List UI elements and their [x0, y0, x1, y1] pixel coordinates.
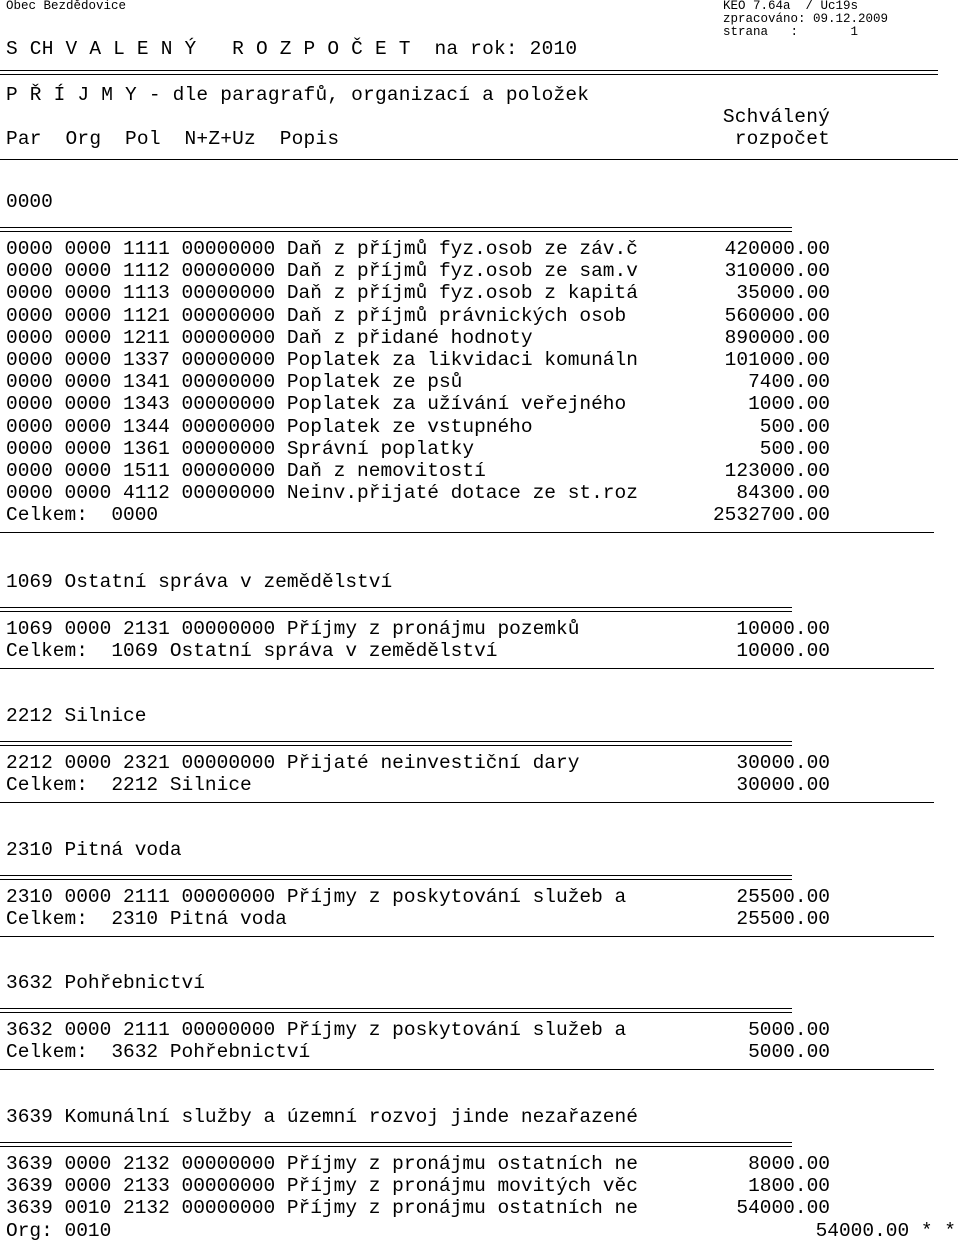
row-amount: 101000.00 — [724, 349, 830, 371]
row-amount: 35000.00 — [736, 282, 830, 305]
section-total-amount: 10000.00 — [736, 640, 830, 663]
header-double-rule — [0, 70, 938, 75]
row-amount: 8000.00 — [748, 1153, 830, 1175]
section-total-label: Celkem: 2310 Pitná voda — [6, 908, 287, 931]
section-title-rule — [0, 875, 792, 880]
section-end-rule — [0, 532, 934, 533]
document-title: S CH V A L E N Ý R O Z P O Č E T na rok: 2010 — [6, 38, 578, 60]
row-amount: 560000.00 — [724, 304, 830, 327]
row-amount: 7400.00 — [748, 371, 830, 394]
section-end-rule — [0, 1069, 934, 1070]
section-end-rule — [0, 802, 934, 803]
section-end-rule — [0, 668, 934, 669]
row-amount: 123000.00 — [724, 460, 830, 482]
row-amount: 500.00 — [759, 437, 830, 460]
table-row: 3639 0010 2132 00000000 Příjmy z pronájmu ostatních ne — [6, 1197, 638, 1220]
section-total-amount: 30000.00 — [736, 774, 830, 797]
table-row: 2212 0000 2321 00000000 Přijaté neinvestiční dary — [6, 752, 580, 774]
table-row: 3639 0000 2132 00000000 Příjmy z pronájmu ostatních ne — [6, 1153, 638, 1175]
section-total-amount: 2532700.00 — [712, 504, 830, 527]
section-total-label: Org: 0010 — [6, 1219, 112, 1242]
row-amount: 30000.00 — [736, 752, 830, 774]
section-title-rule — [0, 1008, 792, 1013]
table-row: 2310 0000 2111 00000000 Příjmy z poskytování služeb a — [6, 886, 627, 908]
budget-label: rozpočet — [734, 128, 830, 150]
row-amount: 1800.00 — [748, 1175, 830, 1198]
organization-name: Obec Bezdědovice — [6, 0, 127, 13]
section-total-label: Celkem: 0000 — [6, 504, 159, 527]
table-row: 0000 0000 1511 00000000 Daň z nemovitostí — [6, 460, 486, 482]
section-title-rule — [0, 607, 792, 612]
approved-label: Schválený — [722, 106, 830, 128]
table-row: 0000 0000 1361 00000000 Správní poplatky — [6, 437, 475, 460]
table-row: 0000 0000 1113 00000000 Daň z příjmů fyz.osob z kapitá — [6, 282, 638, 305]
row-amount: 5000.00 — [748, 1019, 830, 1041]
table-row: 0000 0000 1337 00000000 Poplatek za likvidaci komunáln — [6, 349, 638, 371]
row-amount: 420000.00 — [724, 238, 830, 260]
section-title: 3639 Komunální služby a územní rozvoj jinde nezařazené — [6, 1106, 638, 1128]
section-title: 1069 Ostatní správa v zemědělství — [6, 571, 393, 593]
table-row: 0000 0000 1341 00000000 Poplatek ze psů — [6, 371, 463, 394]
table-row: 3632 0000 2111 00000000 Příjmy z poskytování služeb a — [6, 1019, 627, 1041]
row-amount: 84300.00 — [736, 482, 830, 505]
column-header-rule — [0, 159, 958, 160]
row-amount: 890000.00 — [724, 326, 830, 349]
table-row: 0000 0000 4112 00000000 Neinv.přijaté dotace ze st.roz — [6, 482, 638, 505]
report-title: P Ř Í J M Y - dle paragrafů, organizací a položek — [6, 84, 590, 106]
section-end-rule — [0, 936, 934, 937]
section-title: 2310 Pitná voda — [6, 839, 182, 861]
row-amount: 54000.00 — [736, 1197, 830, 1220]
page-number: strana : 1 — [723, 25, 859, 39]
table-row: 0000 0000 1344 00000000 Poplatek ze vstupného — [6, 415, 533, 438]
row-amount: 1000.00 — [748, 393, 830, 416]
table-row: 0000 0000 1211 00000000 Daň z přidané hodnoty — [6, 326, 533, 349]
section-title-rule — [0, 741, 792, 746]
column-labels: Par Org Pol N+Z+Uz Popis — [6, 128, 340, 150]
section-title: 0000 — [6, 191, 53, 213]
section-title-rule — [0, 227, 792, 232]
table-row: 1069 0000 2131 00000000 Příjmy z pronájmu pozemků — [6, 618, 580, 640]
table-row: 3639 0000 2133 00000000 Příjmy z pronájmu movitých věc — [6, 1175, 638, 1198]
program-version: KEO 7.64a / Uc19s — [723, 0, 859, 13]
table-row: 0000 0000 1111 00000000 Daň z příjmů fyz.osob ze záv.č — [6, 238, 638, 260]
section-title: 2212 Silnice — [6, 705, 147, 727]
row-amount: 25500.00 — [736, 886, 830, 908]
section-total-amount: 25500.00 — [736, 908, 830, 931]
section-total-label: Celkem: 1069 Ostatní správa v zemědělství — [6, 640, 498, 663]
table-row: 0000 0000 1343 00000000 Poplatek za užívání veřejného — [6, 393, 627, 416]
section-total-label: Celkem: 3632 Pohřebnictví — [6, 1041, 311, 1064]
section-total-label: Celkem: 2212 Silnice — [6, 774, 252, 797]
processed-date: zpracováno: 09.12.2009 — [723, 12, 889, 26]
row-amount: 310000.00 — [724, 260, 830, 283]
row-amount: 10000.00 — [736, 618, 830, 640]
section-total-amount: 54000.00 * * — [815, 1219, 956, 1242]
section-total-amount: 5000.00 — [748, 1041, 830, 1064]
section-title: 3632 Pohřebnictví — [6, 972, 205, 994]
section-title-rule — [0, 1142, 792, 1147]
table-row: 0000 0000 1121 00000000 Daň z příjmů právnických osob — [6, 304, 627, 327]
row-amount: 500.00 — [759, 415, 830, 438]
table-row: 0000 0000 1112 00000000 Daň z příjmů fyz.osob ze sam.v — [6, 260, 638, 283]
